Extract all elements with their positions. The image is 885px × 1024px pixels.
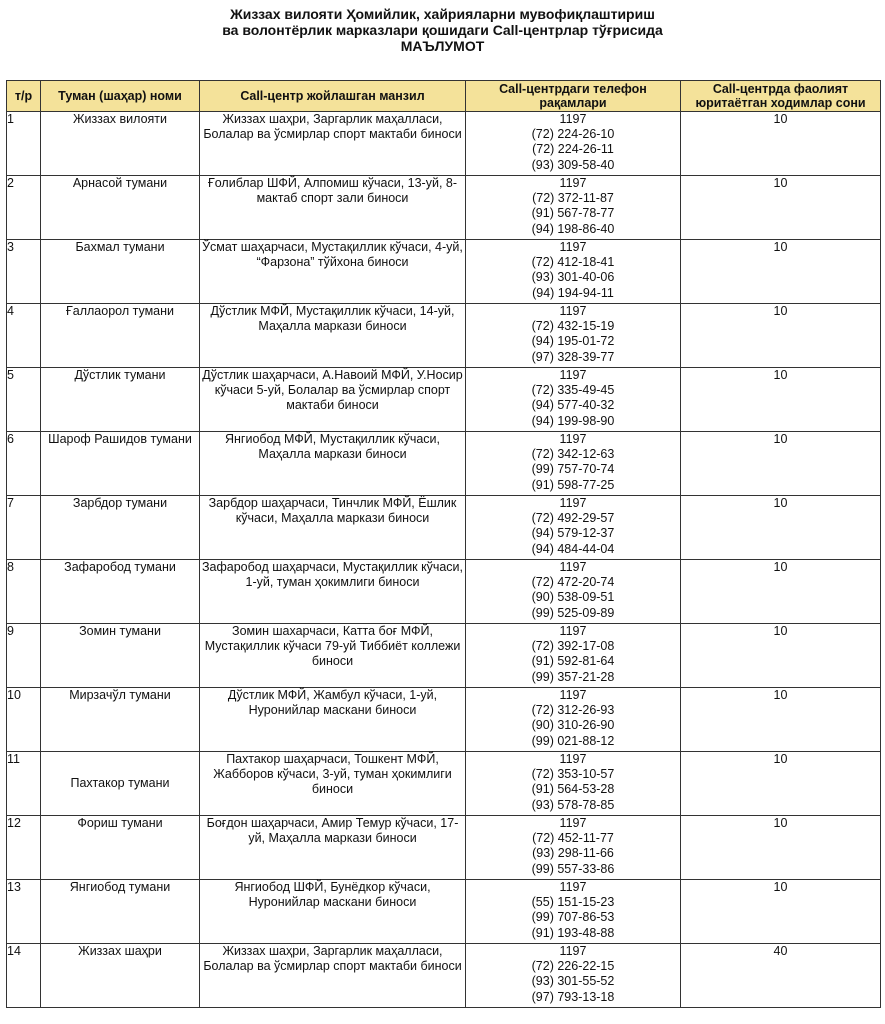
address: Дўстлик МФЙ, Жамбул кўчаси, 1-уй, Нуронийлар маскани биноси	[200, 688, 466, 752]
district-name: Зафаробод тумани	[41, 560, 200, 624]
short-number: 1197	[559, 496, 587, 510]
phone-number: (94) 195-01-72	[531, 334, 615, 349]
phone-number: (94) 194-94-11	[532, 285, 614, 300]
header-num: т/р	[7, 81, 41, 112]
short-number: 1197	[559, 368, 587, 382]
row-number: 14	[7, 944, 41, 1008]
address: Пахтакор шаҳарчаси, Тошкент МФЙ, Жабборов кўчаси, 3-уй, туман ҳокимлиги биноси	[200, 752, 466, 816]
row-number: 2	[7, 176, 41, 240]
address: Дўстлик МФЙ, Мустақиллик кўчаси, 14-уй, Маҳалла маркази биноси	[200, 304, 466, 368]
phone-number: (99) 525-09-89	[531, 605, 615, 620]
title-line-3: МАЪЛУМОТ	[400, 38, 485, 54]
phone-list	[466, 688, 681, 752]
short-number: 1197	[559, 624, 587, 638]
district-name: Ғаллаорол тумани	[41, 304, 200, 368]
phone-number: (72) 472-20-74	[531, 575, 615, 590]
phone-number: (93) 301-55-52	[531, 974, 615, 989]
table-row	[7, 816, 881, 880]
phone-number: (72) 392-17-08	[531, 639, 615, 654]
district-name: Арнасой тумани	[41, 176, 200, 240]
table-row	[7, 176, 881, 240]
phone-list	[466, 624, 681, 688]
district-name: Дўстлик тумани	[41, 368, 200, 432]
phone-list	[466, 752, 681, 816]
short-number: 1197	[559, 944, 587, 958]
phone-number: (72) 432-15-19	[531, 319, 615, 334]
district-name: Фориш тумани	[41, 816, 200, 880]
district-name: Янгиобод тумани	[41, 880, 200, 944]
short-number: 1197	[559, 240, 587, 254]
address: Жиззах шаҳри, Заргарлик маҳалласи, Болалар ва ўсмирлар спорт мактаби биноси	[200, 112, 466, 176]
district-name: Шароф Рашидов тумани	[41, 432, 200, 496]
phone-number: (90) 538-09-51	[531, 590, 615, 605]
staff-count: 10	[681, 368, 881, 432]
row-number: 6	[7, 432, 41, 496]
address: Ўсмат шаҳарчаси, Мустақиллик кўчаси, 4-уй, “Фарзона” тўйхона биноси	[200, 240, 466, 304]
short-number: 1197	[559, 752, 587, 766]
table-header-row	[7, 81, 881, 112]
phone-number: (91) 193-48-88	[531, 925, 615, 940]
table-row	[7, 240, 881, 304]
table-row	[7, 560, 881, 624]
phone-list	[466, 560, 681, 624]
header-district: Туман (шаҳар) номи	[41, 81, 200, 112]
title-line-2: ва волонтёрлик марказлари қошидаги Call-центрлар тўғрисида	[222, 22, 663, 38]
staff-count: 10	[681, 176, 881, 240]
staff-count: 10	[681, 880, 881, 944]
row-number: 13	[7, 880, 41, 944]
phone-number: (99) 357-21-28	[531, 669, 615, 684]
staff-count: 10	[681, 688, 881, 752]
phone-number: (72) 342-12-63	[531, 447, 615, 462]
phone-number: (94) 579-12-37	[531, 526, 615, 541]
header-staff: Call-центрда фаолият юритаётган ходимлар сони	[681, 81, 881, 112]
phone-list	[466, 112, 681, 176]
staff-count: 10	[681, 304, 881, 368]
staff-count: 10	[681, 432, 881, 496]
phone-number: (93) 298-11-66	[532, 846, 614, 861]
phone-number: (91) 598-77-25	[531, 477, 615, 492]
staff-count: 10	[681, 624, 881, 688]
phone-number: (72) 372-11-87	[532, 191, 614, 206]
table-row	[7, 496, 881, 560]
staff-count: 10	[681, 240, 881, 304]
short-number: 1197	[559, 688, 587, 702]
table-row	[7, 688, 881, 752]
phone-number: (94) 577-40-32	[531, 398, 615, 413]
address: Янгиобод ШФЙ, Бунёдкор кўчаси, Нуронийлар маскани биноси	[200, 880, 466, 944]
phone-number: (72) 492-29-57	[531, 511, 615, 526]
phone-number: (72) 226-22-15	[531, 959, 615, 974]
phone-number: (72) 452-11-77	[532, 831, 614, 846]
address: Дўстлик шаҳарчаси, А.Навоий МФЙ, У.Носир кўчаси 5-уй, Болалар ва ўсмирлар спорт мактаби биноси	[200, 368, 466, 432]
phone-list	[466, 240, 681, 304]
phone-number: (94) 199-98-90	[531, 413, 615, 428]
call-center-table	[6, 80, 881, 1008]
table-body	[7, 112, 881, 1008]
staff-count: 10	[681, 112, 881, 176]
staff-count: 10	[681, 496, 881, 560]
phone-number: (91) 592-81-64	[531, 654, 615, 669]
phone-number: (99) 557-33-86	[531, 861, 615, 876]
district-name: Жиззах шаҳри	[41, 944, 200, 1008]
row-number: 9	[7, 624, 41, 688]
short-number: 1197	[559, 176, 587, 190]
district-name: Пахтакор тумани	[41, 752, 200, 816]
staff-count: 10	[681, 816, 881, 880]
short-number: 1197	[559, 560, 587, 574]
row-number: 7	[7, 496, 41, 560]
phone-number: (99) 757-70-74	[531, 462, 615, 477]
phone-number: (99) 707-86-53	[531, 910, 615, 925]
short-number: 1197	[559, 816, 587, 830]
district-name: Зарбдор тумани	[41, 496, 200, 560]
table-row	[7, 944, 881, 1008]
phone-list	[466, 944, 681, 1008]
phone-number: (97) 328-39-77	[531, 349, 615, 364]
phone-number: (91) 564-53-28	[531, 782, 615, 797]
phone-number: (55) 151-15-23	[531, 895, 615, 910]
phone-list	[466, 304, 681, 368]
row-number: 1	[7, 112, 41, 176]
short-number: 1197	[559, 112, 587, 126]
phone-number: (72) 224-26-10	[531, 127, 615, 142]
header-address: Call-центр жойлашган манзил	[200, 81, 466, 112]
address: Боғдон шаҳарчаси, Амир Темур кўчаси, 17-уй, Маҳалла маркази биноси	[200, 816, 466, 880]
short-number: 1197	[559, 880, 587, 894]
row-number: 12	[7, 816, 41, 880]
phone-number: (72) 224-26-11	[532, 142, 614, 157]
address: Зафаробод шаҳарчаси, Мустақиллик кўчаси, 1-уй, туман ҳокимлиги биноси	[200, 560, 466, 624]
row-number: 11	[7, 752, 41, 816]
row-number: 3	[7, 240, 41, 304]
address: Жиззах шаҳри, Заргарлик маҳалласи, Болалар ва ўсмирлар спорт мактаби биноси	[200, 944, 466, 1008]
short-number: 1197	[559, 432, 587, 446]
phone-number: (94) 484-44-04	[531, 541, 615, 556]
phone-number: (72) 412-18-41	[531, 255, 615, 270]
phone-number: (93) 301-40-06	[531, 270, 615, 285]
phone-list	[466, 496, 681, 560]
phone-number: (93) 578-78-85	[531, 797, 615, 812]
phone-number: (93) 309-58-40	[531, 157, 615, 172]
phone-number: (99) 021-88-12	[531, 733, 615, 748]
document-title	[0, 6, 885, 54]
header-phones: Call-центрдаги телефон рақамлари	[466, 81, 681, 112]
table-row	[7, 432, 881, 496]
row-number: 10	[7, 688, 41, 752]
title-line-1: Жиззах вилояти Ҳомийлик, хайрияларни мувофиқлаштириш	[230, 6, 655, 22]
staff-count: 10	[681, 560, 881, 624]
phone-number: (91) 567-78-77	[531, 206, 615, 221]
address: Янгиобод МФЙ, Мустақиллик кўчаси, Маҳалла маркази биноси	[200, 432, 466, 496]
district-name: Зомин тумани	[41, 624, 200, 688]
phone-list	[466, 816, 681, 880]
phone-list	[466, 368, 681, 432]
phone-list	[466, 432, 681, 496]
address: Зомин шахарчаси, Катта боғ МФЙ, Мустақиллик кўчаси 79-уй Тиббиёт коллежи биноси	[200, 624, 466, 688]
table-row	[7, 368, 881, 432]
district-name: Жиззах вилояти	[41, 112, 200, 176]
short-number: 1197	[559, 304, 587, 318]
district-name: Мирзачўл тумани	[41, 688, 200, 752]
phone-list	[466, 176, 681, 240]
row-number: 4	[7, 304, 41, 368]
row-number: 5	[7, 368, 41, 432]
phone-number: (72) 335-49-45	[531, 383, 615, 398]
table-row	[7, 752, 881, 816]
phone-number: (72) 353-10-57	[531, 767, 615, 782]
phone-number: (72) 312-26-93	[531, 703, 615, 718]
table-row	[7, 304, 881, 368]
table-row	[7, 880, 881, 944]
address: Ғолиблар ШФЙ, Алпомиш кўчаси, 13-уй, 8-мактаб спорт зали биноси	[200, 176, 466, 240]
phone-number: (97) 793-13-18	[531, 989, 615, 1004]
table-row	[7, 624, 881, 688]
address: Зарбдор шаҳарчаси, Тинчлик МФЙ, Ёшлик кўчаси, Маҳалла маркази биноси	[200, 496, 466, 560]
district-name: Бахмал тумани	[41, 240, 200, 304]
phone-number: (90) 310-26-90	[531, 718, 615, 733]
staff-count: 10	[681, 752, 881, 816]
phone-list	[466, 880, 681, 944]
row-number: 8	[7, 560, 41, 624]
staff-count: 40	[681, 944, 881, 1008]
table-row	[7, 112, 881, 176]
phone-number: (94) 198-86-40	[531, 221, 615, 236]
